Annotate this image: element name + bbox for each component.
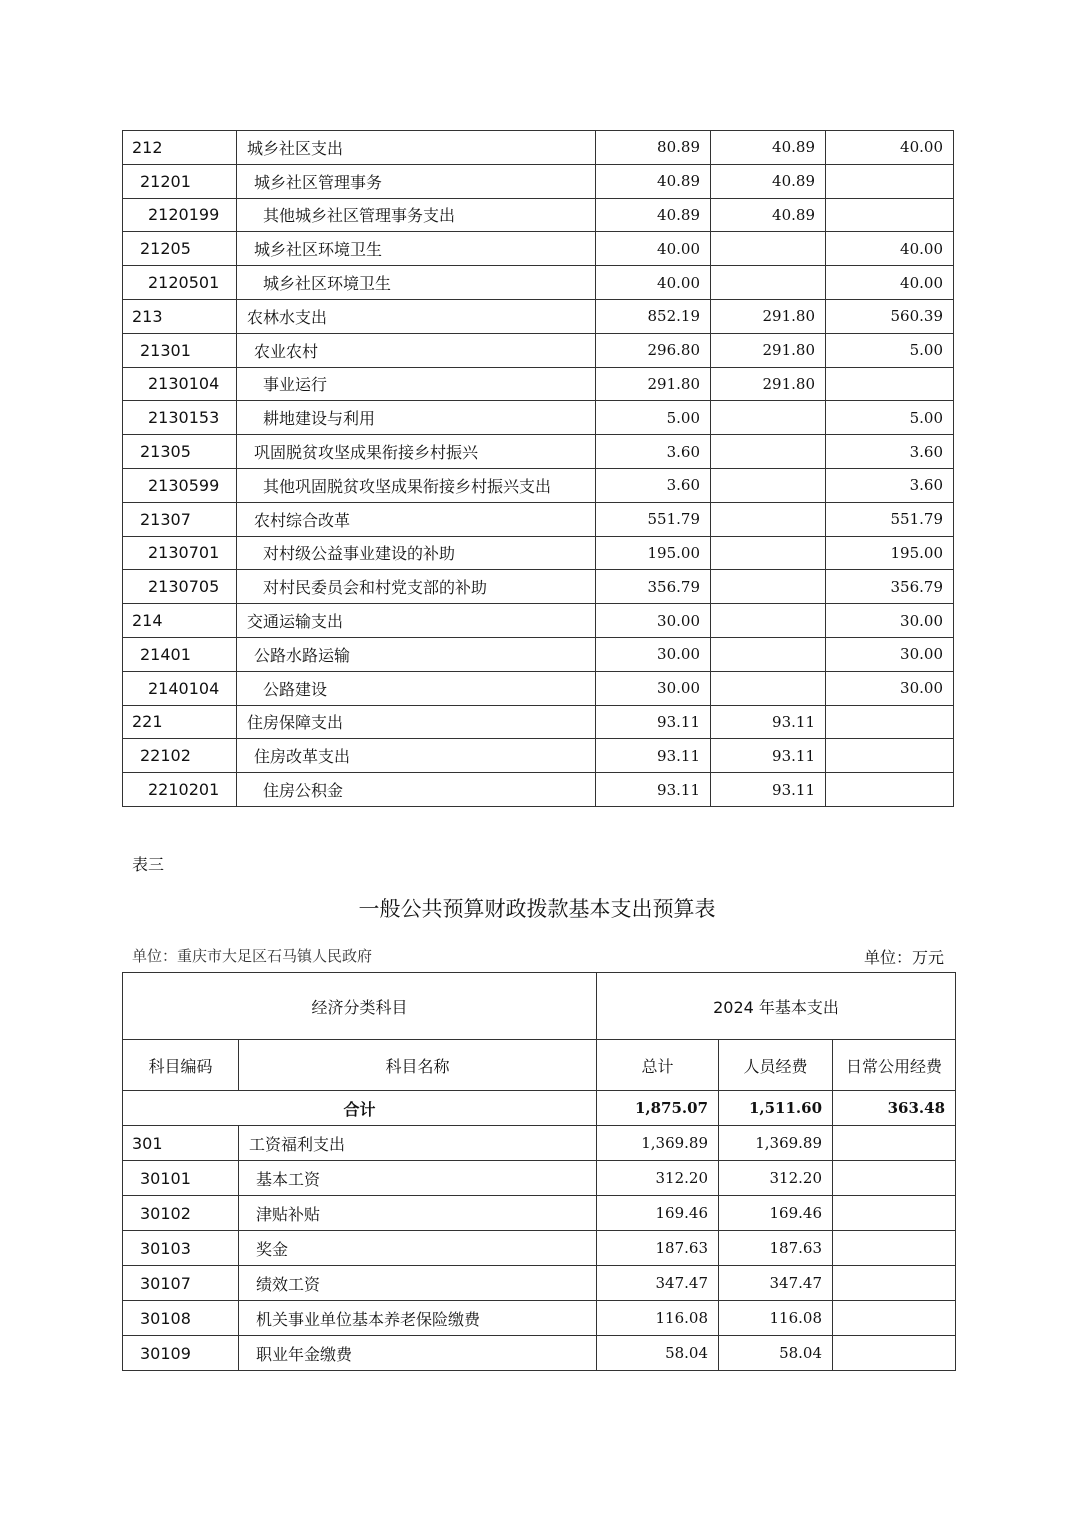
row-project: 356.79 <box>826 570 954 604</box>
row-total: 347.47 <box>597 1266 719 1301</box>
row-personnel: 347.47 <box>719 1266 833 1301</box>
row-code: 214 <box>123 604 237 638</box>
row-name: 住房保障支出 <box>237 705 596 739</box>
row-public <box>833 1336 956 1371</box>
row-project: 40.00 <box>826 266 954 300</box>
table-row <box>123 1196 956 1231</box>
row-personnel <box>711 232 826 266</box>
row-code: 2130701 <box>123 536 237 570</box>
row-personnel: 291.80 <box>711 367 826 401</box>
row-code: 30101 <box>123 1161 239 1196</box>
row-total: 169.46 <box>597 1196 719 1231</box>
row-name: 农林水支出 <box>237 299 596 333</box>
row-personnel <box>711 401 826 435</box>
row-project: 30.00 <box>826 637 954 671</box>
row-project: 30.00 <box>826 604 954 638</box>
row-name: 对村民委员会和村党支部的补助 <box>237 570 596 604</box>
row-code: 212 <box>123 131 237 165</box>
row-personnel: 93.11 <box>711 739 826 773</box>
row-code: 21205 <box>123 232 237 266</box>
header-total: 总计 <box>597 1040 719 1091</box>
row-public <box>833 1266 956 1301</box>
table-row <box>123 1336 956 1371</box>
table-row <box>123 333 954 367</box>
row-name: 公路建设 <box>237 671 596 705</box>
row-personnel <box>711 435 826 469</box>
row-total: 58.04 <box>597 1336 719 1371</box>
row-personnel: 58.04 <box>719 1336 833 1371</box>
budget-table-continued <box>122 130 954 807</box>
table-row <box>123 1301 956 1336</box>
row-project: 3.60 <box>826 435 954 469</box>
row-code: 30108 <box>123 1301 239 1336</box>
row-name: 农业农村 <box>237 333 596 367</box>
table-row <box>123 604 954 638</box>
table-row <box>123 637 954 671</box>
row-personnel <box>711 502 826 536</box>
row-name: 职业年金缴费 <box>239 1336 597 1371</box>
row-name: 其他巩固脱贫攻坚成果衔接乡村振兴支出 <box>237 468 596 502</box>
row-project: 3.60 <box>826 468 954 502</box>
row-code: 21301 <box>123 333 237 367</box>
row-total: 3.60 <box>596 435 711 469</box>
row-public <box>833 1161 956 1196</box>
row-code: 30102 <box>123 1196 239 1231</box>
row-name: 城乡社区环境卫生 <box>237 232 596 266</box>
table-row <box>123 1161 956 1196</box>
sum-public: 363.48 <box>833 1091 956 1126</box>
table-row <box>123 266 954 300</box>
row-code: 221 <box>123 705 237 739</box>
row-code: 213 <box>123 299 237 333</box>
header-group-row <box>123 973 956 1040</box>
row-project <box>826 773 954 807</box>
table-row <box>123 164 954 198</box>
row-name: 城乡社区支出 <box>237 131 596 165</box>
row-personnel: 1,369.89 <box>719 1126 833 1161</box>
row-total: 93.11 <box>596 739 711 773</box>
row-code: 30107 <box>123 1266 239 1301</box>
row-public <box>833 1231 956 1266</box>
table-row <box>123 705 954 739</box>
unit-org-label: 单位：重庆市大足区石马镇人民政府 <box>132 947 373 965</box>
basic-expenditure-table <box>122 972 956 1371</box>
row-project <box>826 367 954 401</box>
row-name: 绩效工资 <box>239 1266 597 1301</box>
row-personnel <box>711 266 826 300</box>
row-project: 5.00 <box>826 401 954 435</box>
row-total: 40.89 <box>596 164 711 198</box>
table-row <box>123 773 954 807</box>
table-row <box>123 671 954 705</box>
row-project: 560.39 <box>826 299 954 333</box>
row-code: 2130104 <box>123 367 237 401</box>
row-name: 城乡社区管理事务 <box>237 164 596 198</box>
header-year-basic: 2024 年基本支出 <box>597 973 956 1040</box>
row-total: 5.00 <box>596 401 711 435</box>
row-personnel: 40.89 <box>711 198 826 232</box>
page-title: 一般公共预算财政拨款基本支出预算表 <box>358 897 716 921</box>
header-personnel: 人员经费 <box>719 1040 833 1091</box>
header-econ-class: 经济分类科目 <box>123 973 597 1040</box>
row-personnel: 312.20 <box>719 1161 833 1196</box>
row-total: 93.11 <box>596 705 711 739</box>
table-row <box>123 299 954 333</box>
row-total: 551.79 <box>596 502 711 536</box>
row-personnel <box>711 604 826 638</box>
sum-total: 1,875.07 <box>597 1091 719 1126</box>
row-total: 195.00 <box>596 536 711 570</box>
row-total: 30.00 <box>596 671 711 705</box>
table-row <box>123 1266 956 1301</box>
row-name: 巩固脱贫攻坚成果衔接乡村振兴 <box>237 435 596 469</box>
row-personnel <box>711 671 826 705</box>
row-personnel <box>711 468 826 502</box>
row-total: 296.80 <box>596 333 711 367</box>
row-code: 301 <box>123 1126 239 1161</box>
row-project <box>826 164 954 198</box>
row-total: 30.00 <box>596 604 711 638</box>
table-row <box>123 739 954 773</box>
row-project <box>826 739 954 773</box>
row-name: 城乡社区环境卫生 <box>237 266 596 300</box>
row-name: 津贴补贴 <box>239 1196 597 1231</box>
row-personnel: 291.80 <box>711 333 826 367</box>
section-label: 表三 <box>132 855 165 874</box>
row-personnel: 116.08 <box>719 1301 833 1336</box>
table-row <box>123 435 954 469</box>
sum-personnel: 1,511.60 <box>719 1091 833 1126</box>
row-name: 住房公积金 <box>237 773 596 807</box>
row-total: 312.20 <box>597 1161 719 1196</box>
row-project <box>826 198 954 232</box>
row-name: 奖金 <box>239 1231 597 1266</box>
row-project: 195.00 <box>826 536 954 570</box>
table-row <box>123 367 954 401</box>
row-project: 5.00 <box>826 333 954 367</box>
row-personnel <box>711 637 826 671</box>
table-row <box>123 468 954 502</box>
table-row <box>123 570 954 604</box>
row-total: 852.19 <box>596 299 711 333</box>
header-public: 日常公用经费 <box>833 1040 956 1091</box>
row-code: 21201 <box>123 164 237 198</box>
row-code: 21401 <box>123 637 237 671</box>
row-project <box>826 705 954 739</box>
row-total: 93.11 <box>596 773 711 807</box>
row-personnel: 93.11 <box>711 773 826 807</box>
row-code: 22102 <box>123 739 237 773</box>
row-name: 农村综合改革 <box>237 502 596 536</box>
row-code: 21305 <box>123 435 237 469</box>
row-personnel: 93.11 <box>711 705 826 739</box>
row-public <box>833 1126 956 1161</box>
row-code: 2120199 <box>123 198 237 232</box>
table-row <box>123 1126 956 1161</box>
row-total: 116.08 <box>597 1301 719 1336</box>
unit-currency-label: 单位：万元 <box>863 948 944 967</box>
row-name: 其他城乡社区管理事务支出 <box>237 198 596 232</box>
row-total: 80.89 <box>596 131 711 165</box>
row-code: 2120501 <box>123 266 237 300</box>
row-code: 30109 <box>123 1336 239 1371</box>
table-row <box>123 232 954 266</box>
row-total: 187.63 <box>597 1231 719 1266</box>
sum-label: 合计 <box>123 1091 597 1126</box>
row-personnel: 169.46 <box>719 1196 833 1231</box>
row-total: 40.00 <box>596 266 711 300</box>
row-name: 住房改革支出 <box>237 739 596 773</box>
row-name: 事业运行 <box>237 367 596 401</box>
row-code: 2130599 <box>123 468 237 502</box>
table-row <box>123 198 954 232</box>
row-name: 工资福利支出 <box>239 1126 597 1161</box>
row-personnel: 40.89 <box>711 131 826 165</box>
row-name: 耕地建设与利用 <box>237 401 596 435</box>
row-project: 30.00 <box>826 671 954 705</box>
row-code: 30103 <box>123 1231 239 1266</box>
row-public <box>833 1196 956 1231</box>
row-code: 21307 <box>123 502 237 536</box>
row-personnel <box>711 570 826 604</box>
table-row <box>123 401 954 435</box>
row-public <box>833 1301 956 1336</box>
row-code: 2210201 <box>123 773 237 807</box>
row-total: 30.00 <box>596 637 711 671</box>
row-total: 40.00 <box>596 232 711 266</box>
row-personnel <box>711 536 826 570</box>
row-code: 2130153 <box>123 401 237 435</box>
row-name: 交通运输支出 <box>237 604 596 638</box>
sum-row <box>123 1091 956 1126</box>
row-project: 40.00 <box>826 232 954 266</box>
row-name: 基本工资 <box>239 1161 597 1196</box>
table-row <box>123 502 954 536</box>
row-personnel: 40.89 <box>711 164 826 198</box>
row-personnel: 291.80 <box>711 299 826 333</box>
row-name: 机关事业单位基本养老保险缴费 <box>239 1301 597 1336</box>
row-project: 40.00 <box>826 131 954 165</box>
table-row <box>123 131 954 165</box>
row-total: 3.60 <box>596 468 711 502</box>
header-name: 科目名称 <box>239 1040 597 1091</box>
table-row <box>123 1231 956 1266</box>
row-total: 1,369.89 <box>597 1126 719 1161</box>
row-total: 356.79 <box>596 570 711 604</box>
header-col-row <box>123 1040 956 1091</box>
row-project: 551.79 <box>826 502 954 536</box>
row-name: 对村级公益事业建设的补助 <box>237 536 596 570</box>
row-total: 40.89 <box>596 198 711 232</box>
row-code: 2140104 <box>123 671 237 705</box>
row-personnel: 187.63 <box>719 1231 833 1266</box>
row-code: 2130705 <box>123 570 237 604</box>
row-total: 291.80 <box>596 367 711 401</box>
header-code: 科目编码 <box>123 1040 239 1091</box>
table-row <box>123 536 954 570</box>
row-name: 公路水路运输 <box>237 637 596 671</box>
